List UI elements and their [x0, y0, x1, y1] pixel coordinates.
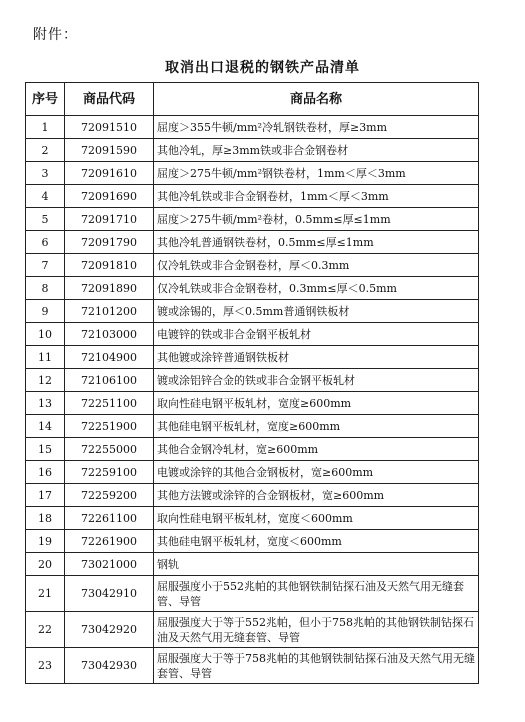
table-row — [26, 208, 479, 231]
cell-product-name: 其他冷轧普通钢铁卷材，0.5mm≤厚≤1mm — [154, 231, 479, 254]
cell-serial-number: 10 — [26, 323, 65, 346]
cell-product-code: 72259200 — [65, 484, 154, 507]
table-row — [26, 612, 479, 648]
cell-product-code: 72091790 — [65, 231, 154, 254]
cell-product-name: 其他方法镀或涂锌的合金钢板材，宽≥600mm — [154, 484, 479, 507]
table-header-row — [26, 83, 479, 116]
cell-product-code: 73042910 — [65, 576, 154, 612]
cell-serial-number: 7 — [26, 254, 65, 277]
table-row — [26, 553, 479, 576]
header-product-code: 商品代码 — [65, 83, 154, 116]
cell-serial-number: 16 — [26, 461, 65, 484]
cell-product-code: 72104900 — [65, 346, 154, 369]
cell-product-code: 72091710 — [65, 208, 154, 231]
cell-serial-number: 19 — [26, 530, 65, 553]
cell-serial-number: 3 — [26, 162, 65, 185]
cell-product-name: 镀或涂锡的，厚＜0.5mm普通钢铁板材 — [154, 300, 479, 323]
cell-product-code: 72091690 — [65, 185, 154, 208]
cell-product-code: 72103000 — [65, 323, 154, 346]
table-body — [26, 116, 479, 684]
cell-product-code: 72251900 — [65, 415, 154, 438]
cell-product-name: 其他冷轧，厚≥3mm铁或非合金钢卷材 — [154, 139, 479, 162]
cell-serial-number: 14 — [26, 415, 65, 438]
cell-product-code: 72261100 — [65, 507, 154, 530]
cell-serial-number: 8 — [26, 277, 65, 300]
cell-product-code: 72091610 — [65, 162, 154, 185]
cell-product-name: 取向性硅电钢平板轧材，宽度＜600mm — [154, 507, 479, 530]
table-row — [26, 461, 479, 484]
table-row — [26, 415, 479, 438]
table-row — [26, 254, 479, 277]
table-row — [26, 392, 479, 415]
cell-product-name: 镀或涂铝锌合金的铁或非合金钢平板轧材 — [154, 369, 479, 392]
cell-product-name: 其他硅电钢平板轧材，宽度＜600mm — [154, 530, 479, 553]
cell-serial-number: 5 — [26, 208, 65, 231]
cell-product-code: 72255000 — [65, 438, 154, 461]
cell-product-code: 72091810 — [65, 254, 154, 277]
cell-serial-number: 23 — [26, 648, 65, 684]
cell-product-name: 电镀或涂锌的其他合金钢板材，宽≥600mm — [154, 461, 479, 484]
table-row — [26, 484, 479, 507]
cell-serial-number: 22 — [26, 612, 65, 648]
cell-product-name: 屈度＞275牛顿/mm²钢铁卷材，1mm＜厚＜3mm — [154, 162, 479, 185]
cell-serial-number: 18 — [26, 507, 65, 530]
product-table — [25, 82, 479, 684]
cell-product-name: 屈服强度大于等于758兆帕的其他钢铁制钻探石油及天然气用无缝套管、导管 — [154, 648, 479, 684]
cell-serial-number: 6 — [26, 231, 65, 254]
cell-product-code: 72091510 — [65, 116, 154, 139]
table-row — [26, 162, 479, 185]
cell-product-name: 屈度＞275牛顿/mm²卷材，0.5mm≤厚≤1mm — [154, 208, 479, 231]
table-row — [26, 438, 479, 461]
cell-product-code: 73042930 — [65, 648, 154, 684]
table-row — [26, 648, 479, 684]
cell-product-code: 73021000 — [65, 553, 154, 576]
cell-serial-number: 17 — [26, 484, 65, 507]
table-row — [26, 346, 479, 369]
cell-serial-number: 2 — [26, 139, 65, 162]
table-row — [26, 116, 479, 139]
cell-serial-number: 4 — [26, 185, 65, 208]
attachment-label: 附件： — [33, 27, 78, 43]
cell-product-name: 屈服强度小于552兆帕的其他钢铁制钻探石油及天然气用无缝套管、导管 — [154, 576, 479, 612]
cell-serial-number: 1 — [26, 116, 65, 139]
cell-serial-number: 9 — [26, 300, 65, 323]
document-title: 取消出口退税的钢铁产品清单 — [165, 60, 360, 76]
cell-product-name: 其他硅电钢平板轧材，宽度≥600mm — [154, 415, 479, 438]
table-row — [26, 139, 479, 162]
cell-product-name: 其他合金钢冷轧材，宽≥600mm — [154, 438, 479, 461]
cell-product-name: 仅冷轧铁或非合金钢卷材，0.3mm≤厚＜0.5mm — [154, 277, 479, 300]
cell-serial-number: 11 — [26, 346, 65, 369]
cell-product-name: 屈度＞355牛顿/mm²冷轧钢铁卷材，厚≥3mm — [154, 116, 479, 139]
table-row — [26, 185, 479, 208]
cell-serial-number: 15 — [26, 438, 65, 461]
cell-product-code: 72101200 — [65, 300, 154, 323]
cell-serial-number: 20 — [26, 553, 65, 576]
cell-product-name: 屈服强度大于等于552兆帕，但小于758兆帕的其他钢铁制钻探石油及天然气用无缝套管、导管 — [154, 612, 479, 648]
table-row — [26, 300, 479, 323]
table-row — [26, 323, 479, 346]
table-row — [26, 507, 479, 530]
cell-product-name: 电镀锌的铁或非合金钢平板轧材 — [154, 323, 479, 346]
cell-product-code: 72251100 — [65, 392, 154, 415]
cell-product-code: 72091590 — [65, 139, 154, 162]
cell-product-name: 钢轨 — [154, 553, 479, 576]
cell-product-code: 72261900 — [65, 530, 154, 553]
cell-product-name: 仅冷轧铁或非合金钢卷材，厚＜0.3mm — [154, 254, 479, 277]
cell-product-code: 72091890 — [65, 277, 154, 300]
header-serial-number: 序号 — [26, 83, 65, 116]
cell-product-name: 其他镀或涂锌普通钢铁板材 — [154, 346, 479, 369]
table-row — [26, 231, 479, 254]
table-row — [26, 576, 479, 612]
header-product-name: 商品名称 — [154, 83, 479, 116]
cell-product-name: 取向性硅电钢平板轧材，宽度≥600mm — [154, 392, 479, 415]
table-row — [26, 530, 479, 553]
table-row — [26, 277, 479, 300]
cell-serial-number: 12 — [26, 369, 65, 392]
cell-product-code: 72106100 — [65, 369, 154, 392]
cell-product-code: 72259100 — [65, 461, 154, 484]
table-row — [26, 369, 479, 392]
cell-serial-number: 21 — [26, 576, 65, 612]
cell-product-name: 其他冷轧铁或非合金钢卷材，1mm＜厚＜3mm — [154, 185, 479, 208]
cell-serial-number: 13 — [26, 392, 65, 415]
cell-product-code: 73042920 — [65, 612, 154, 648]
